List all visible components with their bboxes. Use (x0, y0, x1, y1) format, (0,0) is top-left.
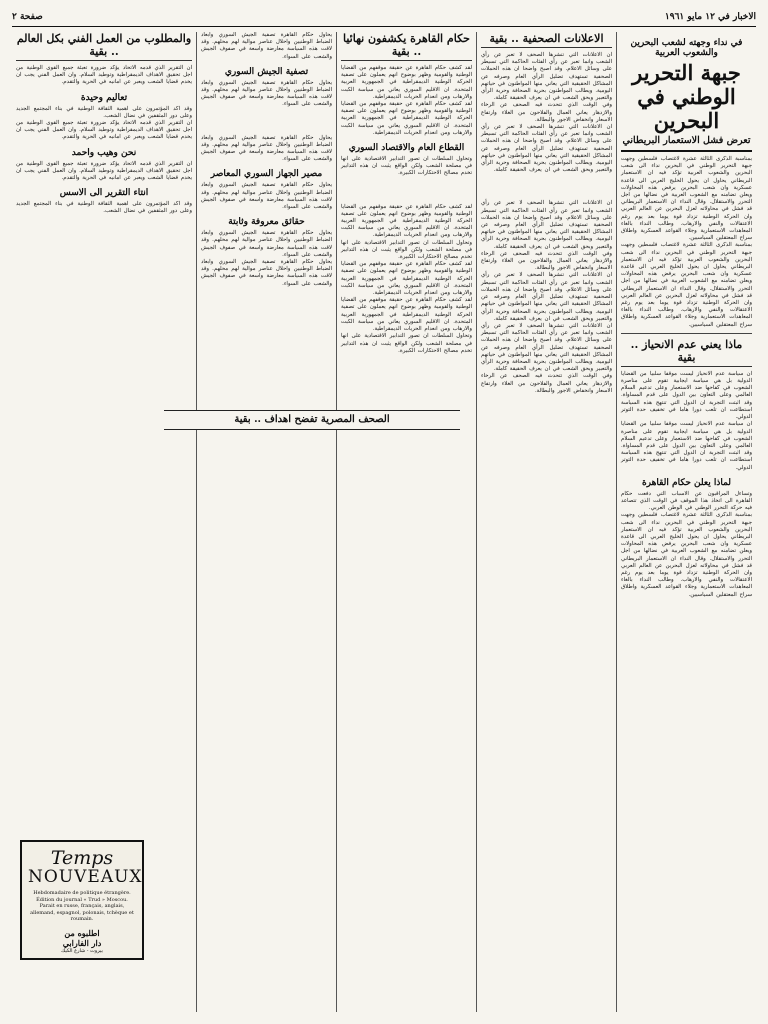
column-body-6: يحاول حكام القاهرة تصفية الجيش السوري وابعاد الضباط الوطنيين واحلال عناصر موالية لهم محلهم. وقد لاقت هذه السياسة معارضة واسعة في صفوف الجيش والشعب على السواء. (201, 259, 332, 287)
spanning-banner-headline: الصحف المصرية تفضح اهداف .. بقية (164, 410, 460, 430)
article-body: بمناسبة الذكرى الثالثة عشرة لاغتصاب فلسطين وجهت جبهة التحرير الوطني في البحرين نداء الى شعب البحرين والشعوب العربية تؤكد فيه ان الاستعمار البريطاني يحاول ان يحول الخليج العربي الى قاعدة عسكرية وان شعب البحرين يرفض هذه المحاولات ويعلن تضامنه مع الشعوب العربية في نضالها من اجل التحرر والاستقلال. وقال النداء ان الاستعمار البريطاني قد فشل في محاولاته لعزل البحرين عن العالم العربي وان الحركة الوطنية تزداد قوة يوما بعد يوم رغم الاعتقالات والنفي والارهاب. وطالب النداء بالغاء المعاهدات الاستعمارية وجلاء القواعد العسكرية واطلاق سراح المعتقلين السياسيين. (621, 156, 752, 242)
column-body-3: ان الاعلانات التي تنشرها الصحف لا تعبر عن رأي الشعب وانما تعبر عن رأي الفئات الحاكمة التي تسيطر على وسائل الاعلام. وقد اصبح واضحا ان هذه الحملات الصحفية تستهدف تضليل الرأي العام وصرفه عن المشاكل الحقيقية التي يعاني منها المواطنون في حياتهم اليومية. ويطالب المواطنون بحرية الصحافة وحرية الرأي والتعبير وبحق الشعب في ان يعرف الحقيقة كاملة. (481, 124, 612, 174)
ad-title-1: Temps (50, 847, 114, 869)
ad-arabic-address: بيروت - شارع الكيك (61, 947, 103, 954)
column-subhead-2: نحن وهيب واحمد (71, 147, 137, 158)
column-5 (12, 32, 196, 1012)
column-body: ان التقرير الذي قدمه الاتحاد يؤكد ضرورة تعبئة جميع القوى الوطنية من اجل تحقيق الاهداف الديمقراطية وتوطيد السلام. وان العمل الفني يجب ان يخدم قضايا الشعب ويعبر عن امانيه في الحرية والتقدم. (16, 65, 192, 86)
column-body-5: يحاول حكام القاهرة تصفية الجيش السوري وابعاد الضباط الوطنيين واحلال عناصر موالية لهم محلهم. وقد لاقت هذه السياسة معارضة واسعة في صفوف الجيش والشعب على السواء. (201, 230, 332, 258)
column-body-5: وفي الوقت الذي تتحدث فيه الصحف عن الرخاء والازدهار يعاني العمال والفلاحون من الغلاء وارتفاع الاسعار وانخفاض الاجور والبطالة. (481, 250, 612, 272)
column-body-4: ان التقرير الذي قدمه الاتحاد يؤكد ضرورة تعبئة جميع القوى الوطنية من اجل تحقيق الاهداف الديمقراطية وتوطيد السلام. وان العمل الفني يجب ان يخدم قضايا الشعب ويعبر عن امانيه في الحرية والتقدم. (16, 160, 192, 182)
column-body-4: وتحاول السلطات ان تصور التدابير الاقتصادية على انها في مصلحة الشعب ولكن الواقع يثبت ان هذه التدابير تخدم مصالح الاحتكارات الكبيرة. (341, 239, 472, 261)
column-subbody: وتحاول السلطات ان تصور التدابير الاقتصادية على انها في مصلحة الشعب ولكن الواقع يثبت ان هذه التدابير تخدم مصالح الاحتكارات الكبيرة. (341, 156, 472, 177)
column-body-2: يحاول حكام القاهرة تصفية الجيش السوري وابعاد الضباط الوطنيين واحلال عناصر موالية لهم محلهم. وقد لاقت هذه السياسة معارضة واسعة في صفوف الجيش والشعب على السواء. (201, 79, 332, 108)
column-body-8: وفي الوقت الذي تتحدث فيه الصحف عن الرخاء والازدهار يعاني العمال والفلاحون من الغلاء وارتفاع الاسعار وانخفاض الاجور والبطالة. (481, 373, 612, 394)
column-title: الاعلانات الصحفية .. بقية (481, 32, 612, 48)
column-body-5: وقد اكد المؤتمرون على اهمية الثقافة الوطنية في بناء المجتمع الجديد وعلى دور المثقفين في نضال الشعب. (16, 201, 192, 215)
section2-body-cont: بمناسبة الذكرى الثالثة عشرة لاغتصاب فلسطين وجهت جبهة التحرير الوطني في البحرين نداء الى شعب البحرين والشعوب العربية تؤكد فيه ان الاستعمار البريطاني يحاول ان يحول الخليج العربي الى قاعدة عسكرية وان شعب البحرين يرفض هذه المحاولات ويعلن تضامنه مع الشعوب العربية في نضالها من اجل التحرر والاستقلال. وقال النداء ان الاستعمار البريطاني قد فشل في محاولاته لعزل البحرين عن العالم العربي وان الحركة الوطنية تزداد قوة يوما بعد يوم رغم الاعتقالات والنفي والارهاب. وطالب النداء بالغاء المعاهدات الاستعمارية وجلاء القواعد العسكرية واطلاق سراح المعتقلين السياسيين. (621, 512, 752, 598)
divider (621, 333, 752, 334)
column-subhead: القطاع العام والاقتصاد السوري (348, 143, 465, 154)
paper-date: الاخبار في ١٢ مايو ١٩٦١ (664, 12, 756, 22)
section-body: ان سياسة عدم الانحياز ليست موقفا سلبيا من القضايا الدولية بل هي سياسة ايجابية تقوم على مناصرة الشعوب في كفاحها ضد الاستعمار وعلى تدعيم السلام العالمي وعلى التعاون بين الدول على قدم المساواة. وقد اثبتت التجربة ان الدول التي تنتهج هذه السياسة استطاعت ان تلعب دورا هاما في تخفيف حدة التوتر الدولي. (621, 370, 752, 421)
article-body-cont: بمناسبة الذكرى الثالثة عشرة لاغتصاب فلسطين وجهت جبهة التحرير الوطني في البحرين نداء الى شعب البحرين والشعوب العربية تؤكد فيه ان الاستعمار البريطاني يحاول ان يحول الخليج العربي الى قاعدة عسكرية وان شعب البحرين يرفض هذه المحاولات ويعلن تضامنه مع الشعوب العربية في نضالها من اجل التحرر والاستقلال. وقال النداء ان الاستعمار البريطاني قد فشل في محاولاته لعزل البحرين عن العالم العربي وان الحركة الوطنية تزداد قوة يوما بعد يوم رغم الاعتقالات والنفي والارهاب. وطالب النداء بالغاء المعاهدات الاستعمارية وجلاء القواعد العسكرية واطلاق سراح المعتقلين السياسيين. (621, 242, 752, 328)
ad-title-2: NOUVEAUX (28, 867, 143, 887)
column-subhead-2: مصير الجهاز السوري المعاصر (210, 169, 323, 180)
ad-arabic-cta: اطلبوه من (64, 927, 100, 938)
masthead (12, 8, 756, 27)
column-body-5: لقد كشف حكام القاهرة عن حقيقة موقفهم من القضايا الوطنية والقومية وظهر بوضوح انهم يعملون على تصفية الحركة الوطنية الديمقراطية في الجمهورية العربية المتحدة. ان الاقليم السوري يعاني من سياسة الكبت والارهاب ومن انعدام الحريات الديمقراطية. (341, 261, 472, 297)
column-body-2: وقد اكد المؤتمرون على اهمية الثقافة الوطنية في بناء المجتمع الجديد وعلى دور المثقفين في نضال الشعب. (16, 105, 192, 119)
column-title: حكام القاهرة يكشفون نهائيا .. بقية (341, 32, 472, 61)
column-subhead-1: تصفية الجيش السوري (224, 66, 309, 77)
column-body-7: وتحاول السلطات ان تصور التدابير الاقتصادية على انها في مصلحة الشعب ولكن الواقع يثبت ان هذه التدابير تخدم مصالح الاحتكارات الكبيرة. (341, 333, 472, 354)
main-subheadline: تعرض فشل الاستعمار البريطاني (621, 135, 752, 152)
column-body-3: ان التقرير الذي قدمه الاتحاد يؤكد ضرورة تعبئة جميع القوى الوطنية من اجل تحقيق الاهداف الديمقراطية وتوطيد السلام. وان العمل الفني يجب ان يخدم قضايا الشعب ويعبر عن امانيه في الحرية والتقدم. (16, 120, 192, 141)
page-number: صفحة ٢ (12, 12, 43, 22)
column-body-2: وفي الوقت الذي تتحدث فيه الصحف عن الرخاء والازدهار يعاني العمال والفلاحون من الغلاء وارتفاع الاسعار وانخفاض الاجور والبطالة. (481, 102, 612, 123)
column-1 (616, 32, 756, 1012)
column-4 (196, 32, 336, 1012)
column-body: ان الاعلانات التي تنشرها الصحف لا تعبر عن رأي الشعب وانما تعبر عن رأي الفئات الحاكمة التي تسيطر على وسائل الاعلام. وقد اصبح واضحا ان هذه الحملات الصحفية تستهدف تضليل الرأي العام وصرفه عن المشاكل الحقيقية التي يعاني منها المواطنون في حياتهم اليومية. ويطالب المواطنون بحرية الصحافة وحرية الرأي والتعبير وبحق الشعب في ان يعرف الحقيقة كاملة. (481, 52, 612, 102)
newspaper-page (12, 8, 756, 1016)
column-body-6: ان الاعلانات التي تنشرها الصحف لا تعبر عن رأي الشعب وانما تعبر عن رأي الفئات الحاكمة التي تسيطر على وسائل الاعلام. وقد اصبح واضحا ان هذه الحملات الصحفية تستهدف تضليل الرأي العام وصرفه عن المشاكل الحقيقية التي يعاني منها المواطنون في حياتهم اليومية. ويطالب المواطنون بحرية الصحافة وحرية الرأي والتعبير وبحق الشعب في ان يعرف الحقيقة كاملة. (481, 272, 612, 322)
section-body-cont: ان سياسة عدم الانحياز ليست موقفا سلبيا من القضايا الدولية بل هي سياسة ايجابية تقوم على مناصرة الشعوب في كفاحها ضد الاستعمار وعلى تدعيم السلام العالمي وعلى التعاون بين الدول على قدم المساواة. وقد اثبتت التجربة ان الدول التي تنتهج هذه السياسة استطاعت ان تلعب دورا هاما في تخفيف حدة التوتر الدولي. (621, 421, 752, 471)
column-body-4: ان الاعلانات التي تنشرها الصحف لا تعبر عن رأي الشعب وانما تعبر عن رأي الفئات الحاكمة التي تسيطر على وسائل الاعلام. وقد اصبح واضحا ان هذه الحملات الصحفية تستهدف تضليل الرأي العام وصرفه عن المشاكل الحقيقية التي يعاني منها المواطنون في حياتهم اليومية. ويطالب المواطنون بحرية الصحافة وحرية الرأي والتعبير وبحق الشعب في ان يعرف الحقيقة كاملة. (481, 200, 612, 250)
column-title: والمطلوب من العمل الفني بكل العالم .. بقية (16, 32, 192, 61)
column-body: يحاول حكام القاهرة تصفية الجيش السوري وابعاد الضباط الوطنيين واحلال عناصر موالية لهم محلهم. وقد لاقت هذه السياسة معارضة واسعة في صفوف الجيش والشعب على السواء. (201, 32, 332, 60)
column-subhead-3: حقائق معروفة وثابتة (228, 217, 305, 228)
ad-arabic-publisher: دار الفارابي (62, 937, 102, 948)
columns (12, 32, 756, 1012)
column-body-3: يحاول حكام القاهرة تصفية الجيش السوري وابعاد الضباط الوطنيين واحلال عناصر موالية لهم محلهم. وقد لاقت هذه السياسة معارضة واسعة في صفوف الجيش والشعب على السواء. (201, 134, 332, 163)
main-headline: جبهة التحرير الوطني في البحرين (632, 60, 741, 133)
advertisement-box (20, 840, 144, 960)
kicker: في نداء وجهته لشعب البحرين والشعوب العربية (630, 38, 743, 58)
column-body-7: ان الاعلانات التي تنشرها الصحف لا تعبر عن رأي الشعب وانما تعبر عن رأي الفئات الحاكمة التي تسيطر على وسائل الاعلام. وقد اصبح واضحا ان هذه الحملات الصحفية تستهدف تضليل الرأي العام وصرفه عن المشاكل الحقيقية التي يعاني منها المواطنون في حياتهم اليومية. ويطالب المواطنون بحرية الصحافة وحرية الرأي والتعبير وبحق الشعب في ان يعرف الحقيقة كاملة. (481, 322, 612, 373)
section2-title: لماذا يعلن حكام القاهرة (641, 477, 732, 488)
section2-body: وتساءل المراقبون عن الاسباب التي دفعت حكام القاهرة الى اتخاذ هذا الموقف في الوقت الذي تتصاعد فيه حركة التحرر الوطني في الوطن العربي. (621, 490, 752, 512)
column-3 (336, 32, 476, 1012)
column-body-3: لقد كشف حكام القاهرة عن حقيقة موقفهم من القضايا الوطنية والقومية وظهر بوضوح انهم يعملون على تصفية الحركة الوطنية الديمقراطية في الجمهورية العربية المتحدة. ان الاقليم السوري يعاني من سياسة الكبت والارهاب ومن انعدام الحريات الديمقراطية. (341, 203, 472, 239)
column-body-6: لقد كشف حكام القاهرة عن حقيقة موقفهم من القضايا الوطنية والقومية وظهر بوضوح انهم يعملون على تصفية الحركة الوطنية الديمقراطية في الجمهورية العربية المتحدة. ان الاقليم السوري يعاني من سياسة الكبت والارهاب ومن انعدام الحريات الديمقراطية. (341, 297, 472, 333)
ad-description: Hebdomadaire de politique étrangère. Édition du journal « Trud » Moscou. Parait en russe, français, anglais, allemand, espagnol, polonais, tchèque et roumain. (30, 890, 134, 922)
column-body: لقد كشف حكام القاهرة عن حقيقة موقفهم من القضايا الوطنية والقومية وظهر بوضوح انهم يعملون على تصفية الحركة الوطنية الديمقراطية في الجمهورية العربية المتحدة. ان الاقليم السوري يعاني من سياسة الكبت والارهاب ومن انعدام الحريات الديمقراطية. (341, 65, 472, 100)
column-subhead-1: تعاليم وحيدة (80, 92, 128, 103)
column-subhead-3: انتاء التقرير الى الاسس (59, 188, 149, 199)
column-body-2: لقد كشف حكام القاهرة عن حقيقة موقفهم من القضايا الوطنية والقومية وظهر بوضوح انهم يعملون على تصفية الحركة الوطنية الديمقراطية في الجمهورية العربية المتحدة. ان الاقليم السوري يعاني من سياسة الكبت والارهاب ومن انعدام الحريات الديمقراطية. (341, 101, 472, 136)
column-body-4: يحاول حكام القاهرة تصفية الجيش السوري وابعاد الضباط الوطنيين واحلال عناصر موالية لهم محلهم. وقد لاقت هذه السياسة معارضة واسعة في صفوف الجيش والشعب على السواء. (201, 182, 332, 211)
section-title: ماذا يعني عدم الانحياز .. بقية (621, 338, 752, 367)
column-2 (476, 32, 616, 1012)
